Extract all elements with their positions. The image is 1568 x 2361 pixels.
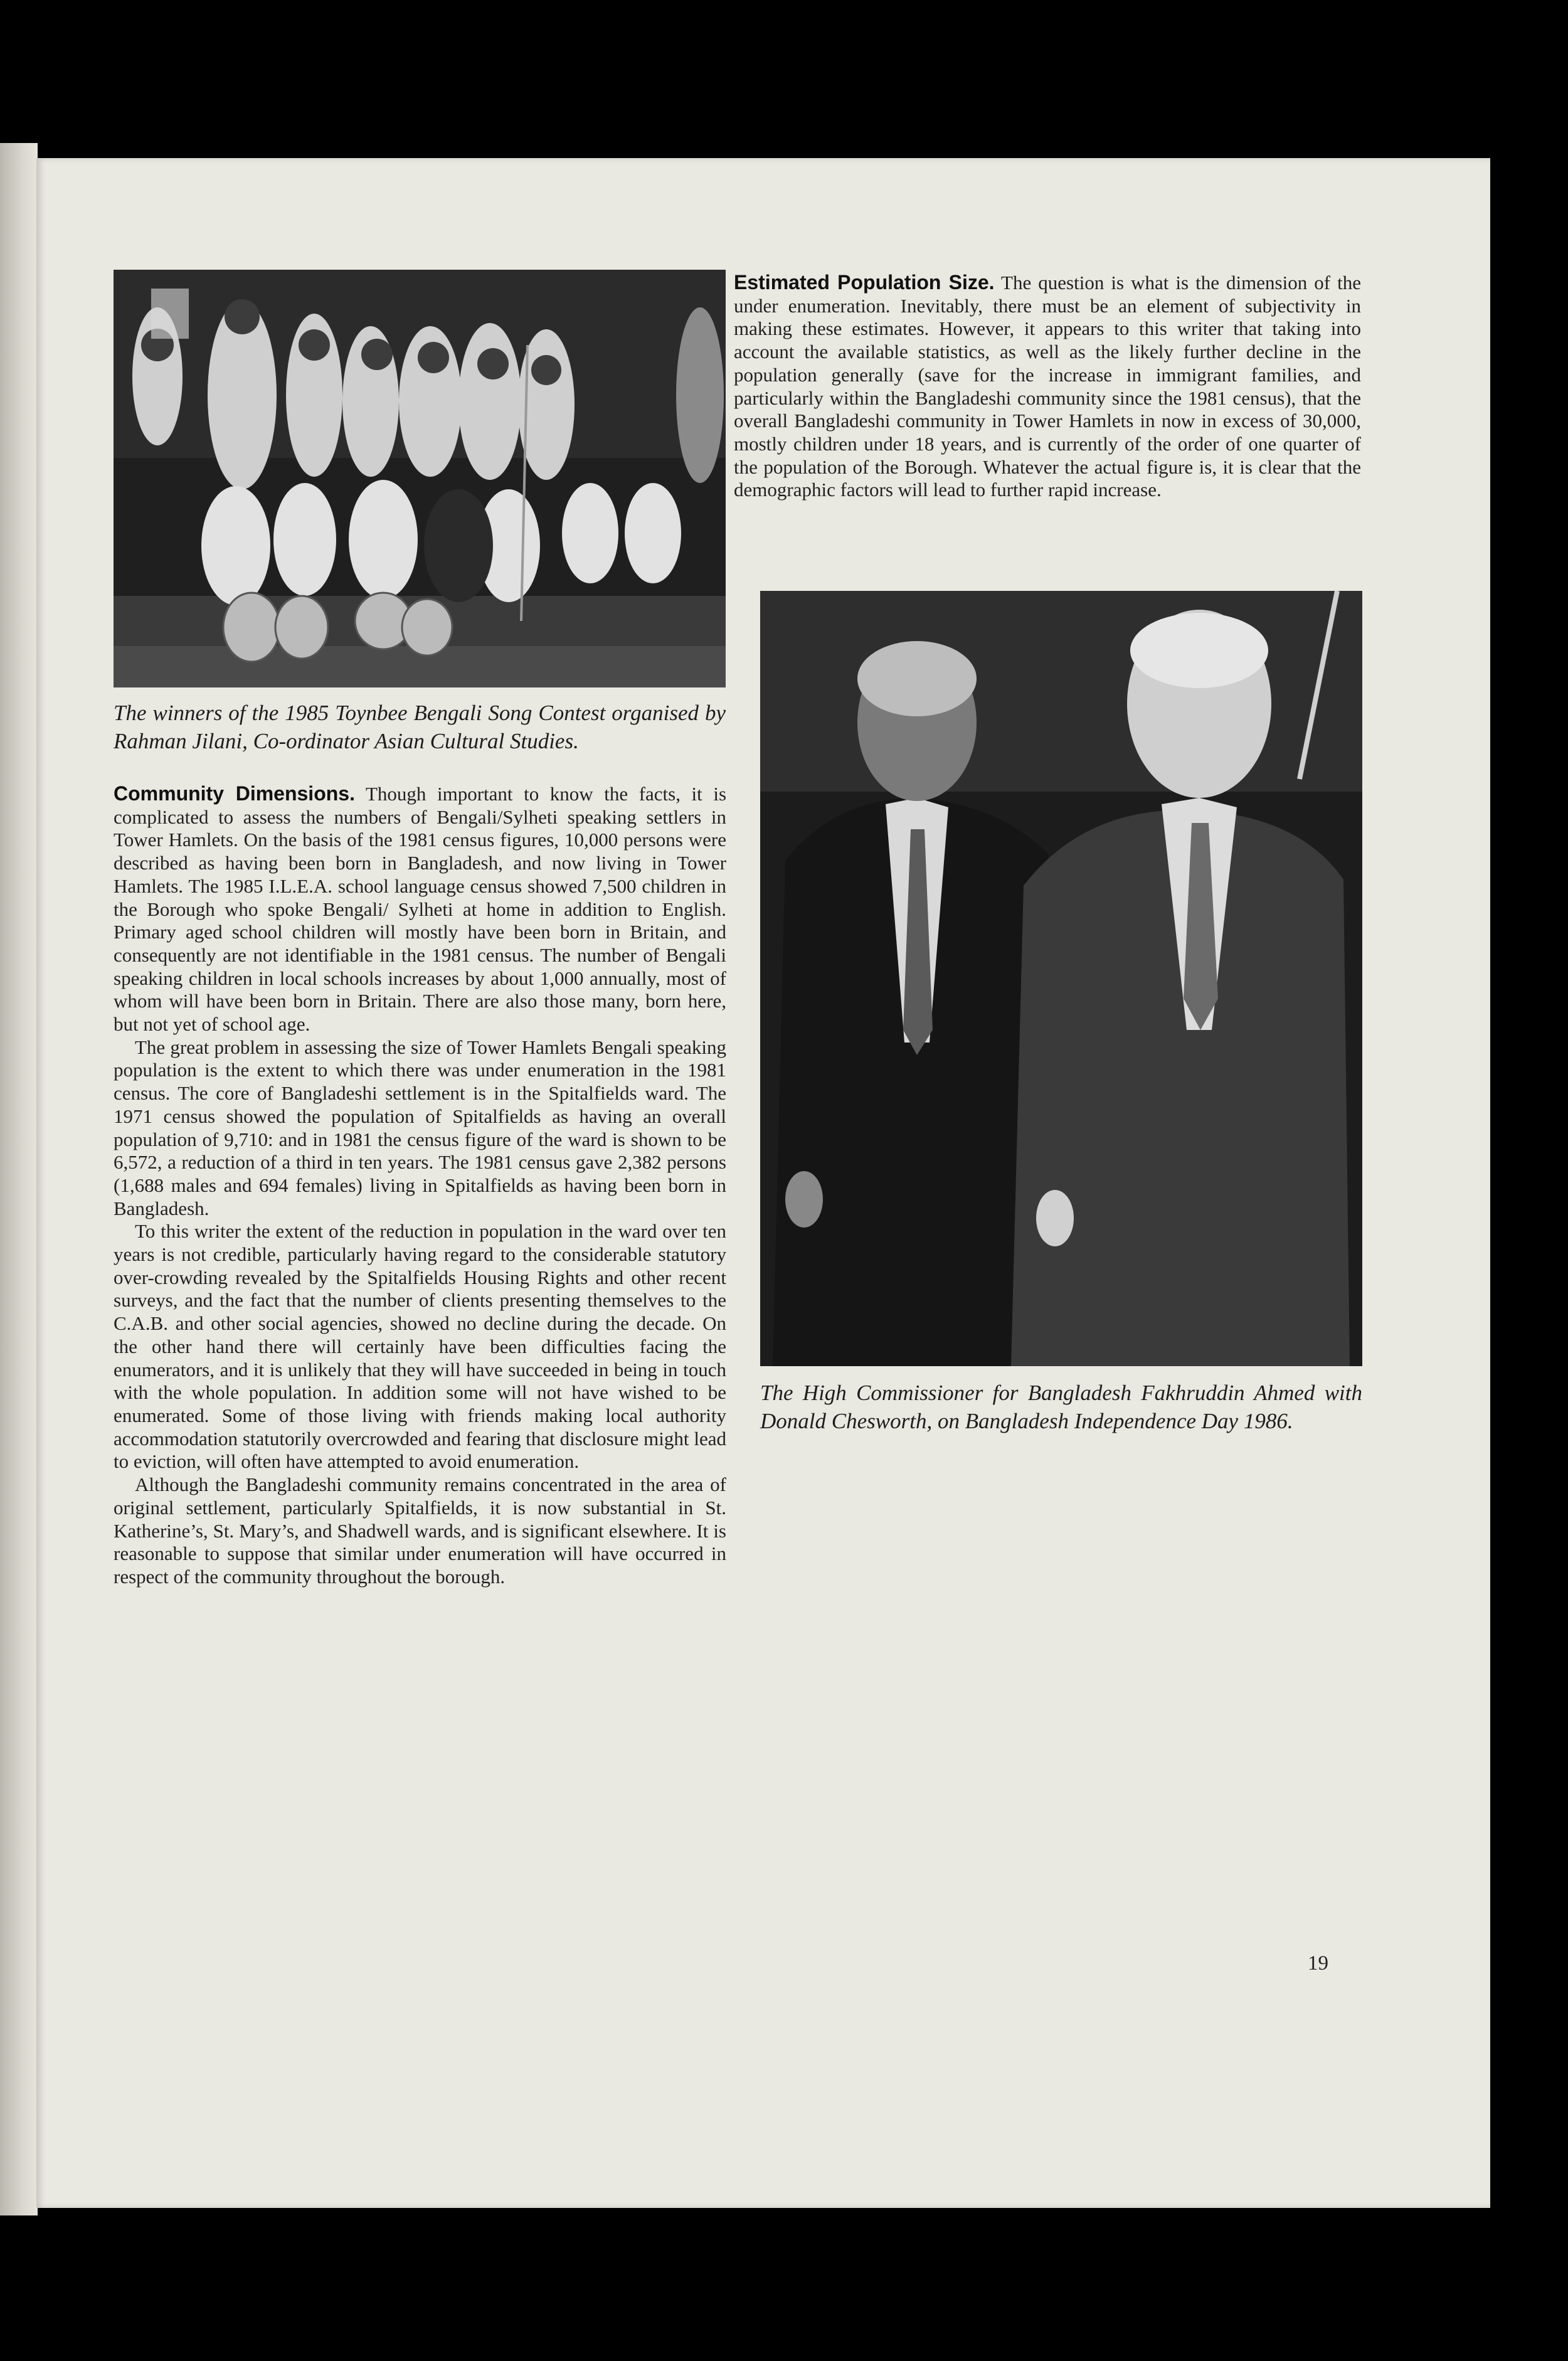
under-enumeration-paragraph: The great problem in assessing the size of Tower Hamlets Bengali speaking population is the extent to which there was under enumeration in the 1981 census. The core of Bangladeshi settlement is in the Spitalfields ward. The 1971 census showed the population of Spitalfields as having an overall population of 9,710: and in 1981 the census figure of the ward is shown to be 6,572, a reduction of a third in ten years. The 1981 census gave 2,382 persons (1,688 males and 694 females) living in Spitalfields as having been born in Bangladesh. [114,1036,726,1219]
high-commissioner-caption: The High Commissioner for Bangladesh Fakhruddin Ahmed with Donald Chesworth, on Bangladesh Independence Day 1986. [760,1381,1362,1433]
community-dimensions-heading: Community Dimensions. [114,782,355,805]
population-size-text: The question is what is the dimension of the under enumeration. Inevitably, there must be an element of subjectivity in making these estimates. However, it appears to this writer that taking into account the available statistics, as well as the likely further decline in the population generally (save for the increase in immigrant families, and particularly within the Bangladeshi community since the 1981 census), that the overall Bangladeshi community in Tower Hamlets in now in excess of 30,000, mostly children under 18 years, and is currently of the order of one quarter of the population of the Borough. Whatever the actual figure is, it is clear that the demographic factors will lead to further rapid increase. [734,272,1361,501]
right-text-column [734,271,1361,502]
book-page [36,158,1490,2208]
left-text-column [114,782,726,1589]
song-contest-caption: The winners of the 1985 Toynbee Bengali Song Contest organised by Rahman Jilani, Co-ordinator Asian Cultural Studies. [114,701,726,753]
community-dimensions-text: Though important to know the facts, it is complicated to assess the numbers of Bengali/Sylheti speaking settlers in Tower Hamlets. On the basis of the 1981 census figures, 10,000 persons were described as having been born in Bangladesh, and now living in Tower Hamlets. The 1985 I.L.E.A. school language census showed 7,500 children in the Borough who spoke Bengali/ Sylheti at home in addition to English. Primary aged school children will mostly have been born in Britain, and consequently are not identifiable in the 1981 census. The number of Bengali speaking children in local schools increases by about 1,000 annually, most of whom will have been born in Britain. There are also those many, born here, but not yet of school age. [114,783,727,1036]
song-contest-photo [114,270,726,687]
high-commissioner-photo [760,591,1362,1366]
community-dimensions-paragraph [114,782,726,1036]
population-size-paragraph [734,271,1361,502]
book-spine [0,143,38,2215]
concentration-paragraph: Although the Bangladeshi community remains concentrated in the area of original settlement, particularly Spitalfields, it is now substantial in St. Katherine’s, St. Mary’s, and Shadwell wards, and is significant elsewhere. It is reasonable to suppose that similar under enumeration will have occurred in respect of the community throughout the borough. [114,1473,726,1588]
page-number: 19 [1308,1952,1328,1975]
population-size-heading: Estimated Population Size. [734,271,995,294]
reduction-credibility-paragraph: To this writer the extent of the reduction in population in the ward over ten years is not credible, particularly having regard to the considerable statutory over-crowding revealed by the Spitalfields Housing Rights and other recent surveys, and the fact that the number of clients presenting themselves to the C.A.B. and other social agencies, showed no decline during the decade. On the other hand there will certainly have been difficulties facing the enumerators, and it is unlikely that they will have succeeded in being in touch with the whole population. In addition some will not have wished to be enumerated. Some of those living with friends making local authority accommodation statutorily overcrowded and fearing that disclosure might lead to eviction, will often have attempted to avoid enumeration. [114,1220,726,1473]
